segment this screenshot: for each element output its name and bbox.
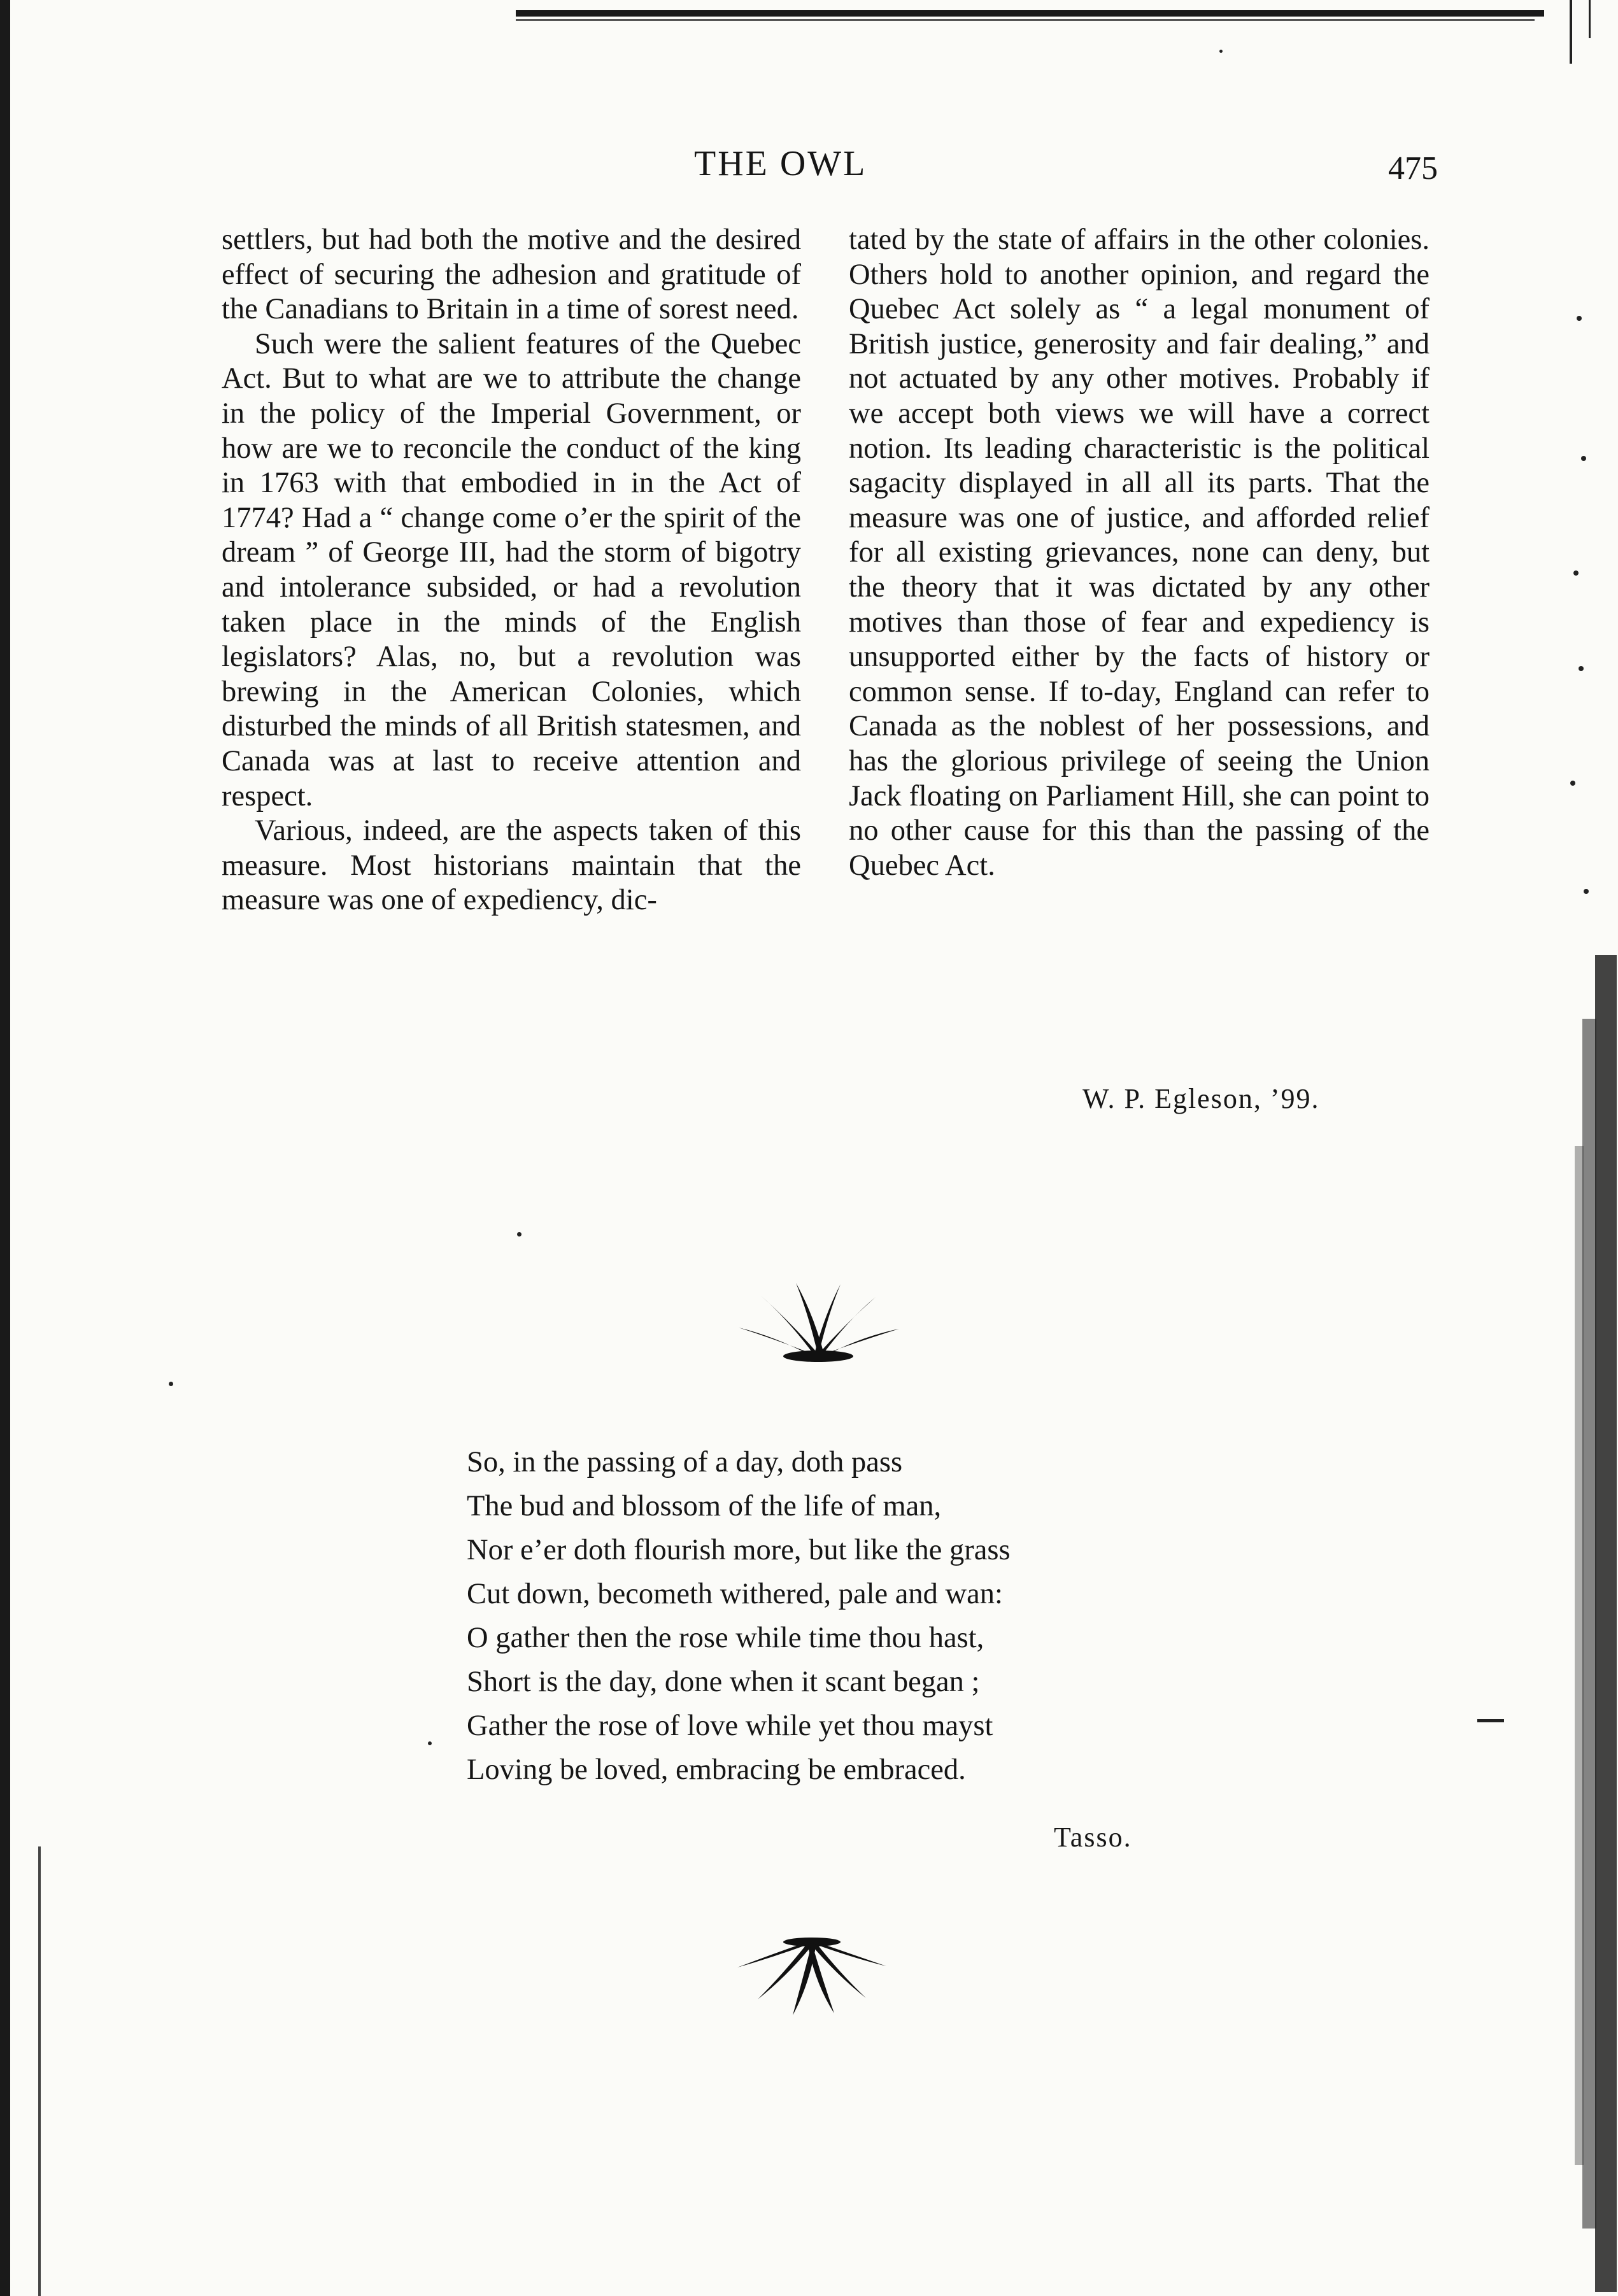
page-number: 475 <box>1388 150 1438 187</box>
speck <box>169 1382 173 1386</box>
poem-line: Short is the day, done when it scant began ; <box>467 1666 980 1698</box>
paragraph: settlers, but had both the motive and the desired effect of securing the adhesion and gratitude of the Canadians to Britain in a time of sorest need. <box>222 223 801 326</box>
poem-line: So, in the passing of a day, doth pass <box>467 1446 903 1478</box>
poem-line: Gather the rose of love while yet thou mayst <box>467 1710 993 1742</box>
poem-line: The bud and blossom of the life of man, <box>467 1490 942 1522</box>
speck <box>428 1741 432 1745</box>
left-column <box>222 223 801 918</box>
right-column <box>849 223 1430 883</box>
running-title: THE OWL <box>694 144 867 183</box>
poem-author: Tasso. <box>1054 1822 1132 1853</box>
scan-right-edge-noise <box>1544 0 1618 2296</box>
poem-line: O gather then the rose while time thou hast, <box>467 1622 984 1654</box>
article-signature: W. P. Egleson, ’99. <box>1082 1083 1320 1114</box>
scan-left-edge <box>0 0 10 2296</box>
scan-left-line <box>38 1846 41 2296</box>
paragraph: Various, indeed, are the aspects taken of this measure. Most historians maintain that the measure was one of expediency, dic- <box>222 814 801 917</box>
scan-top-rule-thin <box>516 19 1535 21</box>
scan-top-rule <box>516 10 1560 17</box>
fan-ornament-icon <box>732 1929 891 2018</box>
paragraph: tated by the state of affairs in the other colonies. Others hold to another opinion, and regard the Quebec Act solely as “ a legal monument of British justice, generosity and fair dealing,” and not actuated by any other motives. Probably if we accept both views we will have a correct notion. Its leading characteristic is the political sagacity displayed in all all its parts. That the measure was one of justice, and afforded relief for all existing grievances, none can deny, but the theory that it was dictated by any other motives than those of fear and expediency is unsupported either by the facts of history or common sense. If to-day, England can refer to Canada as the noblest of her possessions, and has the glorious privilege of seeing the Union Jack floating on Parliament Hill, she can point to no other cause for this than the passing of the Quebec Act. <box>849 223 1430 882</box>
paragraph: Such were the salient features of the Quebec Act. But to what are we to attribute the change in the policy of the Imperial Government, or how are we to reconcile the conduct of the king in 1763 with that embodied in in the Act of 1774? Had a “ change come o’er the spirit of the dream ” of George III, had the storm of bigotry and intolerance subsided, or had a revolution taken place in the minds of the English legislators? Alas, no, but a revolution was brewing in the American Colonies, which disturbed the minds of all British statesmen, and Canada was at last to receive attention and respect. <box>222 327 801 812</box>
fan-ornament-icon <box>732 1277 904 1363</box>
poem-line: Nor e’er doth flourish more, but like the grass <box>467 1534 1011 1566</box>
poem-line: Cut down, becometh withered, pale and wan: <box>467 1578 1003 1610</box>
poem-line: Loving be loved, embracing be embraced. <box>467 1754 966 1786</box>
poem <box>467 1440 1011 1792</box>
speck <box>1219 50 1223 53</box>
margin-mark <box>1477 1719 1504 1722</box>
speck <box>517 1232 522 1237</box>
